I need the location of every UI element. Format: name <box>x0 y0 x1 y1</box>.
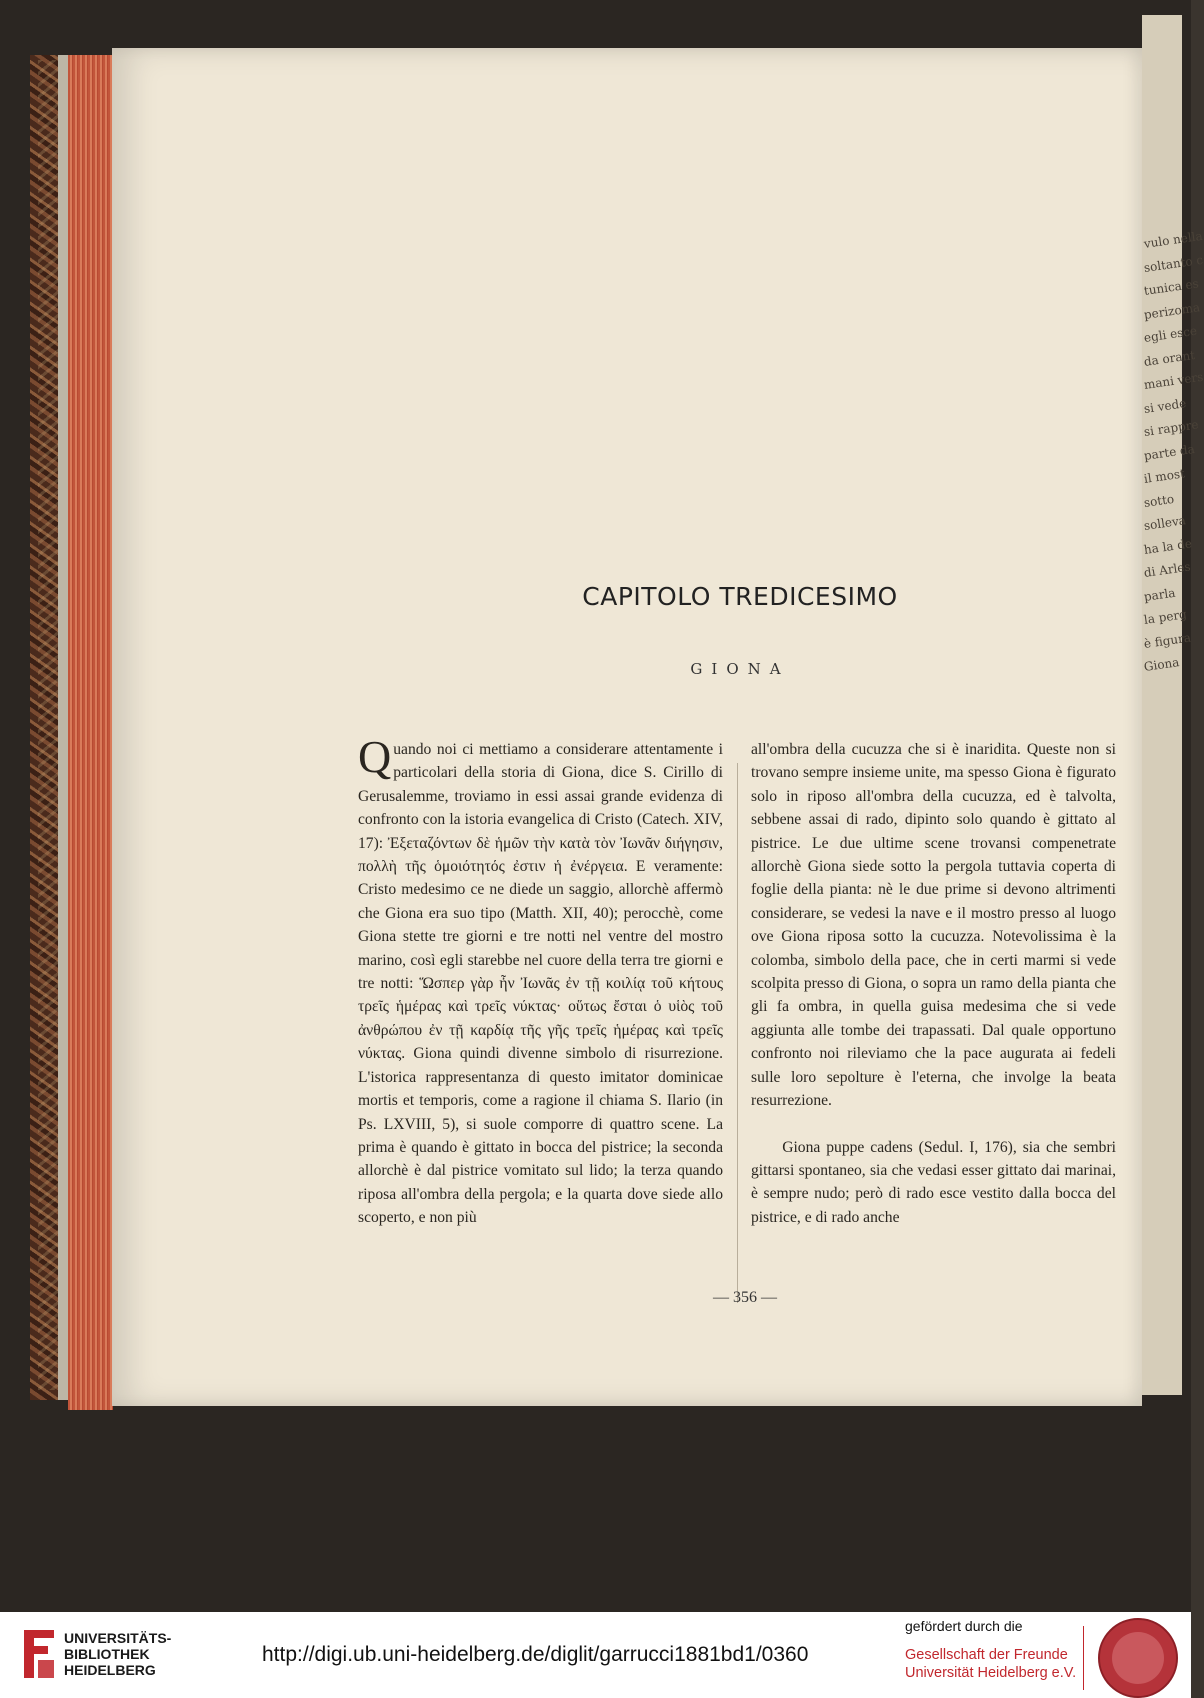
paragraph <box>358 731 723 1230</box>
sponsor-heading: gefördert durch die <box>905 1618 1023 1634</box>
text-column-left <box>358 731 723 1230</box>
page-number: — 356 — <box>713 1289 777 1306</box>
facing-page-text: egli esce <box>1143 323 1198 345</box>
paragraph-text: uando noi ci mettiamo a considerare attentamente i particolari della storia di Giona, dice S. Cirillo di Gerusalemme, troviamo in essi assai grande evidenza di confronto con la istoria evangelica di Cristo (Catech. XIV, 17): Ἐξεταζόντων δὲ ἡμῶν τὴν κατὰ τὸν Ἰωνᾶν διήγησιν, πολλὴ τῆς ὁμοιότητός ἐστιν ἡ ἐνέργεια. E veramente: Cristo medesimo ce ne diede un saggio, allorchè affermò che Giona era suo tipo (Matth. XII, 40); perocchè, come Giona stette tre giorni e tre notti nel ventre del mostro marino, così egli starebbe nel cuore della terra tre giorni e tre notti: Ὥσπερ γὰρ ἦν Ἰωνᾶς ἐν τῇ κοιλίᾳ τοῦ κήτους τρεῖς ἡμέρας καὶ τρεῖς νύκτας· οὕτως ἔσται ὁ υἱὸς τοῦ ἀνθρώπου ἐν τῇ καρδίᾳ τῆς γῆς τρεῖς ἡμέρας καὶ τρεῖς νύκτας. Giona quindi divenne simbolo di risurrezione. L'istorica rappresentanza di questo imitator dominicae mortis et temporis, come a ragione il chiama S. Ilario (in Ps. LXVIII, 5), si suole comporre di quattro scene. La prima è quando è gittato in bocca del pistrice; la seconda allorchè è dal pistrice vomitato sul lido; la terza quando riposa all'ombra della pergola; e la quarta dove siede allo scoperto, e non più <box>358 741 723 1227</box>
library-name: UNIVERSITÄTS- BIBLIOTHEK HEIDELBERG <box>64 1630 172 1678</box>
facing-page-text: parte da <box>1143 441 1196 463</box>
sponsor-divider <box>1083 1626 1084 1690</box>
facing-page-text: vulo nella <box>1143 228 1204 251</box>
paragraph-gap <box>751 1113 1116 1136</box>
facing-page-text: parla <box>1143 585 1177 604</box>
facing-page-text: da orant <box>1143 347 1196 369</box>
facing-page-text: perizoma <box>1143 299 1201 322</box>
permalink-url[interactable]: http://digi.ub.uni-heidelberg.de/diglit/garrucci1881bd1/0360 <box>262 1643 809 1666</box>
university-seal-icon <box>1098 1618 1178 1698</box>
facing-page-text: Giona <box>1143 655 1181 674</box>
page-edges-red <box>68 55 113 1410</box>
facing-page-text: solleva <box>1143 513 1187 533</box>
facing-page-text: è figura <box>1143 629 1192 651</box>
sponsor-name: Gesellschaft der Freunde Universität Heidelberg e.V. <box>905 1647 1077 1681</box>
viewer-footer <box>0 1612 1191 1698</box>
facing-page-text: tunica es <box>1143 276 1200 298</box>
text-column-right <box>751 738 1116 1229</box>
paragraph: Giona puppe cadens (Sedul. I, 176), sia che sembri gittarsi spontaneo, sia che vedasi esser gittato dai marinai, è sempre nudo; però di rado esce vestito dalla bocca del pistrice, e di rado anche <box>751 1138 1116 1226</box>
facing-page-text: ha la de <box>1143 535 1193 557</box>
facing-page-text: mani vers <box>1143 369 1204 392</box>
paragraph: all'ombra della cucuzza che si è inaridita. Queste non si trovano sempre insieme unite, ma spesso Giona è figurato solo in riposo all'ombra della cucuzza, ed è talvolta, sebbene assai di rado, dipinto solo quando è gittato al pistrice. Le due ultime scene trovansi compenetrate allorchè Giona siede sotto la pergola tuttavia coperta di foglie della pianta: nè le due prime si devono altrimenti considerare, se vedesi la nave e il mostro presso al luogo ove Giona riposa sotto la cucuzza. Notevolissima è la colomba, simbolo della pace, che in certi marmi si vede scolpita presso di Giona, o sopra un ramo della pianta che gli fa ombra, in quella guisa medesima che si vede aggiunta alle tombe dei trapassati. Dal quale opportuno confronto noi rileviamo che la pace augurata ai fedeli sulle loro sepolture è l'eterna, che involge la beata resurrezione. <box>751 741 1116 1110</box>
chapter-subtitle: GIONA <box>690 660 790 678</box>
facing-page-text: soltanto c <box>1143 252 1204 275</box>
facing-page-text: sotto <box>1143 491 1175 510</box>
drop-cap: Q <box>358 731 392 782</box>
chapter-title: CAPITOLO TREDICESIMO <box>582 582 898 611</box>
library-logo-icon <box>20 1626 58 1682</box>
column-divider <box>737 763 738 1303</box>
facing-page-text: si rappre <box>1143 417 1200 439</box>
facing-page-text: si vede <box>1143 395 1188 416</box>
facing-page-text: la perg <box>1143 607 1188 627</box>
facing-page-text: il most <box>1143 466 1186 486</box>
facing-page-text: di Arles <box>1143 559 1192 580</box>
facing-page-fragment <box>1142 15 1204 1395</box>
